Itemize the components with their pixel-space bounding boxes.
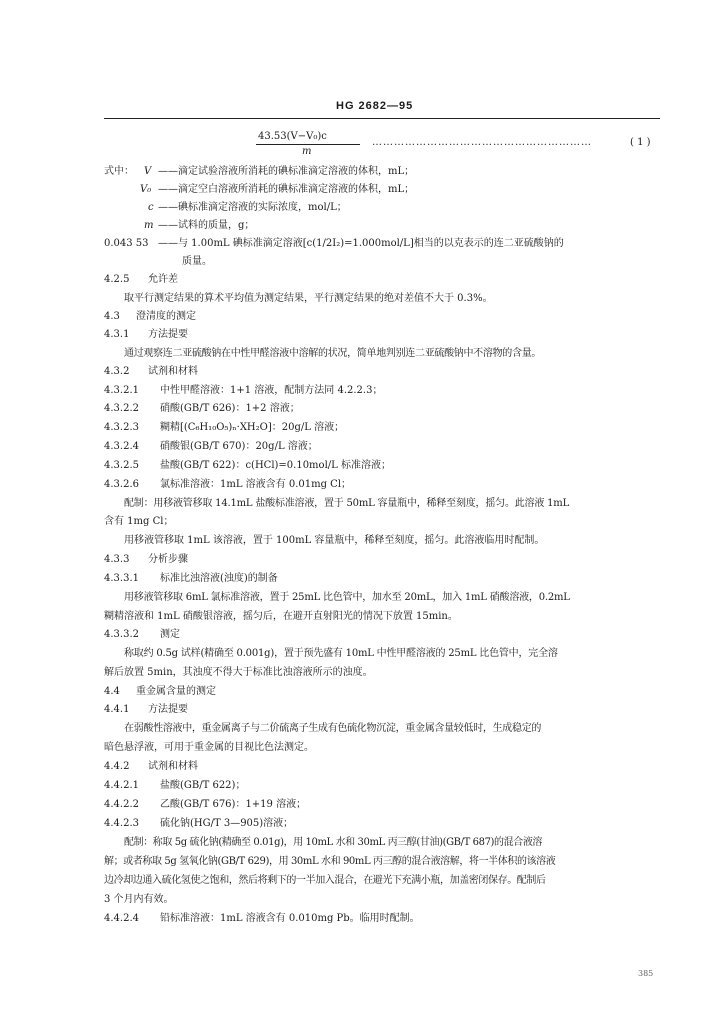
item-number: 4.3.2.3 [104, 422, 139, 433]
section-heading: 分析步骤 [148, 554, 188, 565]
page-number: 385 [638, 969, 654, 978]
legend-intro: 式中： [104, 166, 134, 177]
section-heading: 试剂和材料 [148, 366, 198, 377]
section-heading: 澄清度的测定 [136, 311, 196, 322]
section-number: 4.2.5 [104, 274, 130, 285]
section-number: 4.3.3 [104, 554, 130, 565]
legend-text: ——碘标准滴定溶液的实际浓度，mol/L； [158, 202, 347, 213]
item-text: 铅标准溶液：1mL 溶液含有 0.010mg Pb。临用时配制。 [160, 913, 420, 924]
legend-symbol: V₀ [140, 184, 152, 195]
item-number: 4.3.3.2 [104, 629, 139, 640]
item-number: 4.3.2.5 [104, 460, 139, 471]
item-text: 盐酸(GB/T 622)； [160, 780, 246, 791]
fraction-bar [256, 144, 360, 145]
legend-symbol: c [148, 202, 154, 213]
formula-denominator: m [302, 146, 312, 157]
legend-text: ——滴定空白溶液所消耗的碘标准滴定溶液的体积，mL； [158, 184, 415, 195]
paragraph-line: 用移液管移取 6mL 氯标准溶液，置于 25mL 比色管中，加水至 20mL，加入 1mL 硝酸溶液，0.2mL [124, 592, 570, 603]
item-text: 测定 [160, 629, 180, 640]
item-number: 4.4.2.2 [104, 799, 139, 810]
item-number: 4.4.2.4 [104, 913, 139, 924]
paragraph-line: 在弱酸性溶液中，重金属离子与二价硫离子生成有色硫化物沉淀，重金属含量较低时，生成稳定的 [124, 723, 542, 734]
section-number: 4.3.2 [104, 366, 130, 377]
paragraph-line: 含有 1mg Cl； [104, 516, 174, 527]
paragraph-line: 用移液管移取 1mL 该溶液，置于 100mL 容量瓶中，稀释至刻度，摇匀。此溶液临用时配制。 [124, 535, 545, 546]
item-text: 糊精[(C₆H₁₀O₅)ₙ·XH₂O]：20g/L 溶液； [160, 422, 345, 433]
item-text: 氯标准溶液：1mL 溶液含有 0.01mg Cl； [160, 479, 352, 490]
header-rule [104, 118, 660, 119]
paragraph-line: 糊精溶液和 1mL 硝酸银溶液，摇匀后，在避开直射阳光的情况下放置 15min。 [104, 611, 458, 622]
section-number: 4.4.2 [104, 761, 130, 772]
paragraph-line: 解；或者称取 5g 氢氧化钠(GB/T 629)，用 30mL 水和 90mL 丙三醇的混合液溶解，将一半体积的该溶液 [104, 856, 556, 867]
formula-number: ( 1 ) [630, 137, 651, 148]
section-number: 4.4.1 [104, 704, 130, 715]
section-heading: 允许差 [148, 274, 178, 285]
legend-constant-text: ——与 1.00mL 碘标准滴定溶液[c(1/2I₂)=1.000mol/L]相当的以克表示的连二亚硫酸钠的 [158, 238, 564, 249]
legend-symbol: m [144, 220, 154, 231]
item-number: 4.3.2.6 [104, 479, 139, 490]
paragraph-line: 暗色悬浮液，可用于重金属的目视比色法测定。 [104, 742, 314, 753]
paragraph-line: 称取约 0.5g 试样(精确至 0.001g)，置于预先盛有 10mL 中性甲醛溶液的 25mL 比色管中，完全溶 [124, 648, 558, 659]
legend-constant-value: 0.043 53 [104, 238, 149, 249]
formula-leader-dots: …………………………………………………… [372, 137, 592, 148]
section-heading: 方法提要 [148, 329, 188, 340]
section-heading: 试剂和材料 [148, 761, 198, 772]
standard-code: HG 2682—95 [336, 100, 414, 112]
paragraph-line: 配制：用移液管移取 14.1mL 盐酸标准溶液，置于 50mL 容量瓶中，稀释至刻度，摇匀。此溶液 1mL [124, 498, 570, 509]
paragraph-line: 通过观察连二亚硫酸钠在中性甲醛溶液中溶解的状况，简单地判别连二亚硫酸钠中不溶物的含量。 [124, 348, 542, 359]
legend-symbol: V [144, 166, 152, 177]
legend-text: ——试料的质量，g； [158, 220, 255, 231]
item-number: 4.3.2.2 [104, 403, 139, 414]
item-text: 盐酸(GB/T 622)：c(HCl)=0.10mol/L 标准溶液； [160, 460, 391, 471]
paragraph-line: 解后放置 5min，其浊度不得大于标准比浊溶液所示的浊度。 [104, 667, 373, 678]
paragraph-line: 边冷却边通入硫化氢使之饱和，然后将剩下的一半加入混合，在避光下充满小瓶，加盖密闭保存。配制后 [104, 875, 546, 886]
paragraph-line: 配制：称取 5g 硫化钠(精确至 0.01g)，用 10mL 水和 30mL 丙三醇(甘油)(GB/T 687)的混合液溶 [124, 837, 543, 848]
section-heading: 重金属含量的测定 [136, 686, 216, 697]
section-heading: 方法提要 [148, 704, 188, 715]
item-number: 4.4.2.3 [104, 818, 139, 829]
item-number: 4.4.2.1 [104, 780, 139, 791]
item-text: 硝酸银(GB/T 670)：20g/L 溶液； [160, 441, 318, 452]
paragraph-line: 取平行测定结果的算术平均值为测定结果，平行测定结果的绝对差值不大于 0.3%。 [124, 293, 493, 304]
section-number: 4.3.1 [104, 329, 130, 340]
item-number: 4.3.2.4 [104, 441, 139, 452]
section-number: 4.3 [104, 311, 120, 322]
item-number: 4.3.3.1 [104, 573, 139, 584]
item-text: 硝酸(GB/T 626)：1+2 溶液； [160, 403, 300, 414]
formula-numerator: 43.53(V−V₀)c [258, 131, 327, 142]
item-text: 硫化钠(HG/T 3—905)溶液； [160, 818, 294, 829]
section-number: 4.4 [104, 686, 120, 697]
item-text: 乙酸(GB/T 676)：1+19 溶液； [160, 799, 307, 810]
item-text: 标准比浊溶液(浊度)的制备 [160, 573, 278, 584]
item-number: 4.3.2.1 [104, 385, 139, 396]
paragraph-line: 3 个月内有效。 [104, 894, 174, 905]
legend-text: ——滴定试验溶液所消耗的碘标准滴定溶液的体积，mL； [158, 166, 415, 177]
item-text: 中性甲醛溶液：1+1 溶液，配制方法同 4.2.2.3； [160, 385, 383, 396]
legend-constant-text-cont: 质量。 [182, 256, 212, 267]
